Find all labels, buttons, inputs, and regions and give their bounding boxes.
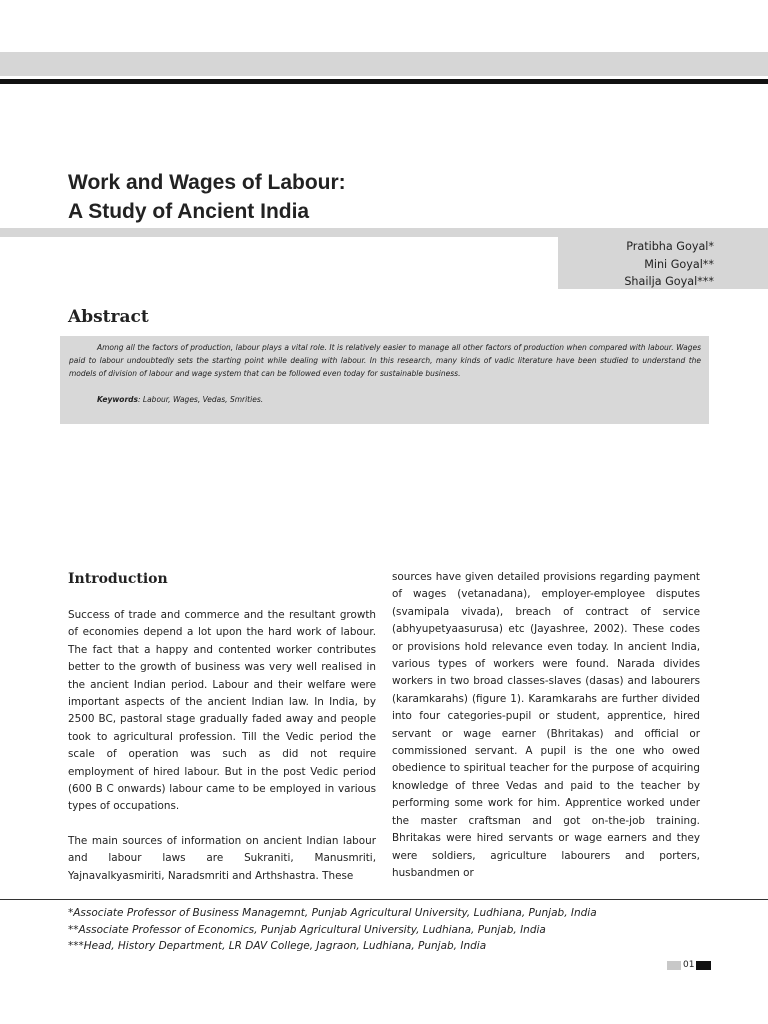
author-1: Pratibha Goyal* <box>626 240 714 253</box>
body-column-left <box>68 607 376 885</box>
keywords-list: : Labour, Wages, Vedas, Smrities. <box>138 395 264 404</box>
footnotes <box>68 905 597 955</box>
author-2: Mini Goyal** <box>644 257 714 271</box>
page-number-black-block <box>696 961 711 970</box>
author-3: Shailja Goyal*** <box>624 275 714 288</box>
page-number: 01 <box>683 960 695 970</box>
header-black-rule <box>0 79 768 84</box>
abstract-text: Among all the factors of production, labour plays a vital role. It is relatively easier to manage all other factors of production when compared with labour. Wages paid to labour undoubtedly sets the starting point while dealing with labour. In this research, many kinds of vadic literature have been studied to understand the models of division of labour and wage system that can be followed even today for sustainable business. <box>69 343 701 378</box>
intro-paragraph-1: Success of trade and commerce and the resultant growth of economies depend a lot upon the hard work of labour. The fact that a happy and contented worker contributes better to the growth of business was very well realised in the ancient Indian period. Labour and their welfare were important aspects of the ancient Indian law. In India, by 2500 BC, pastoral stage gradually faded away and people took to agricultural profession. Till the Vedic period the scale of operation was such as did not require employment of hired labour. But in the post Vedic period (600 B C onwards) labour came to be employed in various types of occupations. <box>68 609 376 813</box>
header-gray-band <box>0 52 768 76</box>
body-column-right <box>392 569 700 882</box>
keywords-label: Keywords <box>97 395 138 404</box>
introduction-heading: Introduction <box>68 571 168 587</box>
abstract-heading: Abstract <box>68 307 149 327</box>
paper-title <box>68 168 346 226</box>
title-line-2: A Study of Ancient India <box>68 200 310 223</box>
intro-paragraph-3: sources have given detailed provisions regarding payment of wages (vetanadana), employer-employee disputes (svamipala vivada), breach of contract of service (abhyupetyaasurusa) etc (Jayashree, 2002). These codes or provisions hold relevance even today. In ancient India, various types of workers were found. Narada divides workers in two broad classes-slaves (dasas) and labourers (karamkarahs) (figure 1). Karamkarahs are further divided into four categories-pupil or student, apprentice, hired servant or wage earner (Bhritakas) and official or commissioned servant. A pupil is the one who owed obedience to spiritual teacher for the purpose of acquiring knowledge of three Vedas and paid to the teacher by performing some work for him. Apprentice worked under the master craftsman and got on-the-job training. Bhritakas were hired servants or wage earners and they were soldiers, agriculture labourers and porters, husbandmen or <box>392 571 700 879</box>
footnote-2: **Associate Professor of Economics, Punjab Agricultural University, Ludhiana, Punjab, India <box>68 923 546 936</box>
keywords-line <box>69 393 701 406</box>
title-line-1: Work and Wages of Labour: <box>68 171 346 194</box>
intro-paragraph-2: The main sources of information on ancient Indian labour and labour laws are Sukraniti, Manusmriti, Yajnavalkyasmiriti, Naradsmriti and Arthshastra. These <box>68 834 376 882</box>
footnote-3: ***Head, History Department, LR DAV College, Jagraon, Ludhiana, Punjab, India <box>68 940 487 952</box>
footnote-1: *Associate Professor of Business Managemnt, Punjab Agricultural University, Ludhiana, Punjab, India <box>68 907 597 919</box>
page-number-gray-block <box>667 961 681 970</box>
footnote-rule <box>0 899 768 900</box>
abstract-box <box>60 336 709 424</box>
author-box <box>558 237 768 289</box>
title-underbar <box>0 228 768 237</box>
page-number-marker <box>667 960 711 970</box>
